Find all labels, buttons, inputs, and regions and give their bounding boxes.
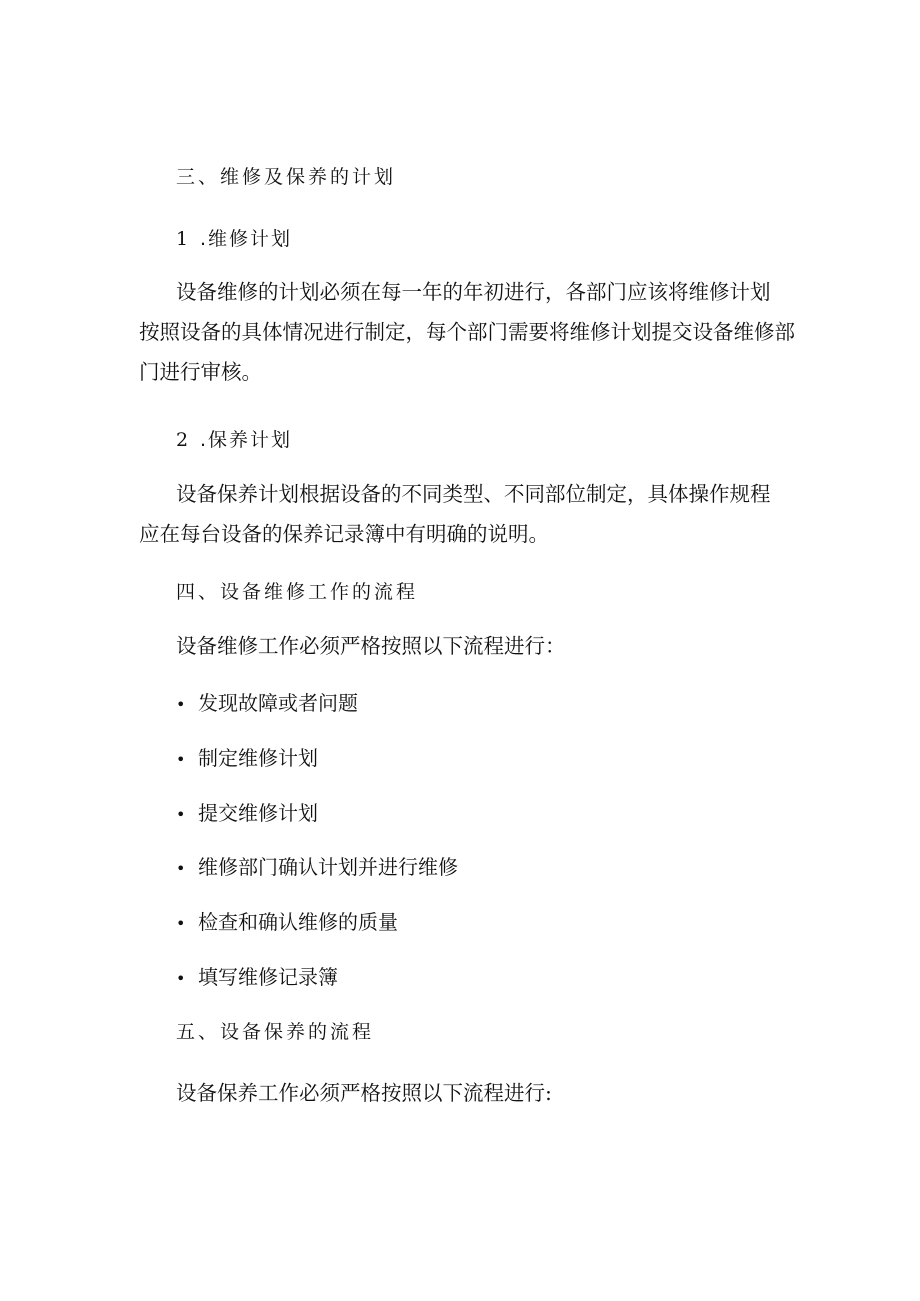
subheading-title: .维修计划 bbox=[200, 228, 293, 250]
section-heading-maintenance-plan: 三、维修及保养的计划 bbox=[176, 166, 397, 188]
bullet-icon: • bbox=[176, 859, 186, 878]
list-item bbox=[176, 797, 318, 826]
list-item-text: 填写维修记录簿 bbox=[198, 965, 338, 989]
subheading-number: 1 bbox=[176, 228, 191, 250]
upkeep-process-intro: 设备保养工作必须严格按照以下流程进行: bbox=[176, 1081, 552, 1105]
list-item-text: 提交维修计划 bbox=[198, 801, 318, 825]
paragraph-upkeep-plan bbox=[139, 474, 771, 554]
list-item bbox=[176, 961, 338, 990]
bullet-icon: • bbox=[176, 969, 186, 988]
paragraph-line: 按照设备的具体情况进行制定，每个部门需要将维修计划提交设备维修部 bbox=[139, 320, 795, 344]
subheading-number: 2 bbox=[176, 429, 191, 451]
bullet-icon: • bbox=[176, 695, 186, 714]
list-item-text: 维修部门确认计划并进行维修 bbox=[198, 855, 458, 879]
list-item bbox=[176, 851, 458, 880]
list-item bbox=[176, 906, 398, 935]
list-item bbox=[176, 742, 318, 771]
bullet-icon: • bbox=[176, 805, 186, 824]
paragraph-line: 设备保养计划根据设备的不同类型、不同部位制定，具体操作规程 bbox=[176, 482, 771, 506]
repair-process-intro: 设备维修工作必须严格按照以下流程进行： bbox=[176, 634, 566, 658]
subheading-title: .保养计划 bbox=[200, 429, 293, 451]
bullet-icon: • bbox=[176, 914, 186, 933]
bullet-icon: • bbox=[176, 750, 186, 769]
list-item-text: 发现故障或者问题 bbox=[198, 691, 358, 715]
section-heading-upkeep-process: 五、设备保养的流程 bbox=[176, 1021, 375, 1043]
paragraph-repair-plan bbox=[139, 272, 795, 392]
subheading-upkeep-plan bbox=[176, 425, 292, 452]
paragraph-line: 设备维修的计划必须在每一年的年初进行，各部门应该将维修计划 bbox=[176, 280, 771, 304]
list-item bbox=[176, 687, 358, 716]
paragraph-line: 门进行审核。 bbox=[139, 360, 262, 384]
paragraph-line: 应在每台设备的保养记录簿中有明确的说明。 bbox=[139, 522, 549, 546]
list-item-text: 制定维修计划 bbox=[198, 746, 318, 770]
subheading-repair-plan bbox=[176, 224, 292, 251]
list-item-text: 检查和确认维修的质量 bbox=[198, 910, 398, 934]
section-heading-repair-process: 四、设备维修工作的流程 bbox=[176, 581, 419, 603]
